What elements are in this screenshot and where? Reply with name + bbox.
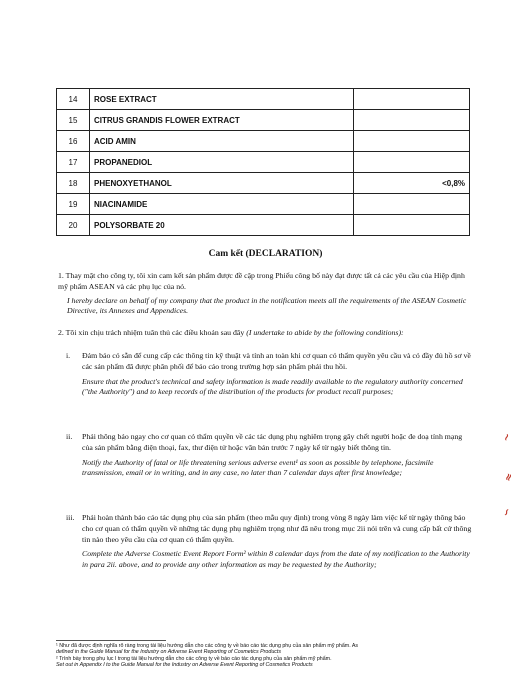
declaration-item-1 bbox=[58, 271, 474, 317]
ingredient-concentration bbox=[354, 89, 470, 110]
ingredient-name: ACID AMIN bbox=[90, 131, 354, 152]
ingredient-table bbox=[56, 88, 470, 236]
ingredient-concentration bbox=[354, 215, 470, 236]
condition-ii-english: Notify the Authority of fatal or life threatening serious adverse event¹ as soon as possible by telephone, facsimile transmission, email or in writing, and in any case, no later than 7 calendar days after first knowledge; bbox=[82, 457, 434, 478]
ingredient-name: PHENOXYETHANOL bbox=[90, 173, 354, 194]
ingredient-row bbox=[57, 215, 470, 236]
ingredient-row bbox=[57, 194, 470, 215]
item-2-english: (I undertake to abide by the following conditions): bbox=[246, 328, 404, 337]
declaration-title: Cam kết (DECLARATION) bbox=[208, 249, 323, 259]
ingredient-concentration bbox=[354, 152, 470, 173]
item-2-vietnamese: 2. Tôi xin chịu trách nhiệm tuân thủ các điều khoản sau đây bbox=[58, 328, 247, 337]
ingredient-concentration bbox=[354, 131, 470, 152]
condition-iii-english: Complete the Adverse Cosmetic Event Report Form² within 8 calendar days from the date of my notification to the Authority in para 2ii. above, and to provide any other information as may be requested by the Authority; bbox=[82, 549, 470, 570]
ingredient-table-body bbox=[57, 89, 470, 236]
ingredient-name: ROSE EXTRACT bbox=[90, 89, 354, 110]
condition-ii bbox=[66, 432, 474, 479]
footnote-1-english: defined in the Guide Manual for the Industry on Adverse Event Reporting of Cosmetics Products bbox=[56, 649, 282, 656]
footnote-2-english: Set out in Appendix I to the Guide Manual for the Industry on Adverse Event Reporting of Cosmetics Products bbox=[56, 661, 313, 668]
condition-i-vietnamese: Đảm bảo có sẵn để cung cấp các thông tin kỹ thuật và tính an toàn khi cơ quan có thẩm quyền yêu cầu và có đầy đủ hồ sơ về các sản phẩm đã được phân phối để báo cáo trong trường hợp sản phẩm phải thu hồi. bbox=[82, 351, 471, 371]
ingredient-name: PROPANEDIOL bbox=[90, 152, 354, 173]
footnote-1-vietnamese: ¹ Như đã được định nghĩa rõ ràng trong tài liệu hướng dẫn cho các công ty về báo cáo tác dụng phụ của sản phẩm mỹ phẩm. As bbox=[56, 643, 359, 649]
ingredient-row bbox=[57, 173, 470, 194]
condition-i-number: i. bbox=[66, 351, 71, 360]
seal-stamp: ~ ≈ ∽ bbox=[500, 431, 516, 519]
ingredient-concentration bbox=[354, 110, 470, 131]
ingredient-name: CITRUS GRANDIS FLOWER EXTRACT bbox=[90, 110, 354, 131]
condition-i-english: Ensure that the product's technical and safety information is made readily available to the regulatory authority concerned ("the Authority") and to keep records of the distribution of the products for product recall purposes; bbox=[82, 376, 463, 397]
ingredient-concentration bbox=[354, 194, 470, 215]
ingredient-number: 19 bbox=[57, 194, 90, 215]
ingredient-number: 18 bbox=[57, 173, 90, 194]
footnote-divider bbox=[56, 640, 166, 641]
condition-iii-number: iii. bbox=[66, 513, 75, 522]
ingredient-row bbox=[57, 131, 470, 152]
condition-i bbox=[66, 351, 474, 398]
item-1-english: I hereby declare on behalf of my company that the product in the notification meets all the requirements of the ASEAN Cosmetic Directive, its Annexes and Appendices. bbox=[67, 295, 467, 316]
ingredient-row bbox=[57, 110, 470, 131]
ingredient-row bbox=[57, 89, 470, 110]
ingredient-number: 16 bbox=[57, 131, 90, 152]
condition-iii-vietnamese: Phải hoàn thành báo cáo tác dụng phụ của sản phẩm (theo mẫu quy định) trong vòng 8 ngày làm việc kể từ ngày thông báo cho cơ quan có thẩm quyền về những tác dụng phụ nghiêm trọng như đã nêu trong mục 2ii nói trên và cung cấp bất cứ thông tin nào theo yêu cầu của cơ quan có thẩm quyền. bbox=[82, 513, 472, 544]
condition-ii-vietnamese: Phải thông báo ngay cho cơ quan có thẩm quyền về các tác dụng phụ nghiêm trọng gây chết người hoặc đe doạ tính mạng của sản phẩm bằng điện thoại, fax, thư điện tử hoặc văn bản trước 7 ngày kể từ ngày biết thông tin. bbox=[82, 432, 463, 452]
ingredient-number: 14 bbox=[57, 89, 90, 110]
ingredient-row bbox=[57, 152, 470, 173]
ingredient-number: 17 bbox=[57, 152, 90, 173]
ingredient-number: 15 bbox=[57, 110, 90, 131]
ingredient-name: POLYSORBATE 20 bbox=[90, 215, 354, 236]
condition-ii-number: ii. bbox=[66, 432, 73, 441]
footnote-2-vietnamese: ² Trình bày trong phụ lục I trong tài liệu hướng dẫn cho các công ty về báo cáo tác dụng phụ của sản phẩm mỹ phẩm. bbox=[56, 655, 332, 662]
footnotes bbox=[56, 643, 486, 668]
ingredient-number: 20 bbox=[57, 215, 90, 236]
item-1-vietnamese: 1. Thay mặt cho công ty, tôi xin cam kết sản phẩm được đề cập trong Phiếu công bố này đạt được tất cả các yêu cầu của Hiệp định mỹ phẩm ASEAN và các phụ lục của nó. bbox=[58, 271, 465, 291]
ingredient-concentration: <0,8% bbox=[354, 173, 470, 194]
ingredient-name: NIACINAMIDE bbox=[90, 194, 354, 215]
condition-iii bbox=[66, 513, 474, 571]
declaration-item-2 bbox=[58, 328, 474, 339]
